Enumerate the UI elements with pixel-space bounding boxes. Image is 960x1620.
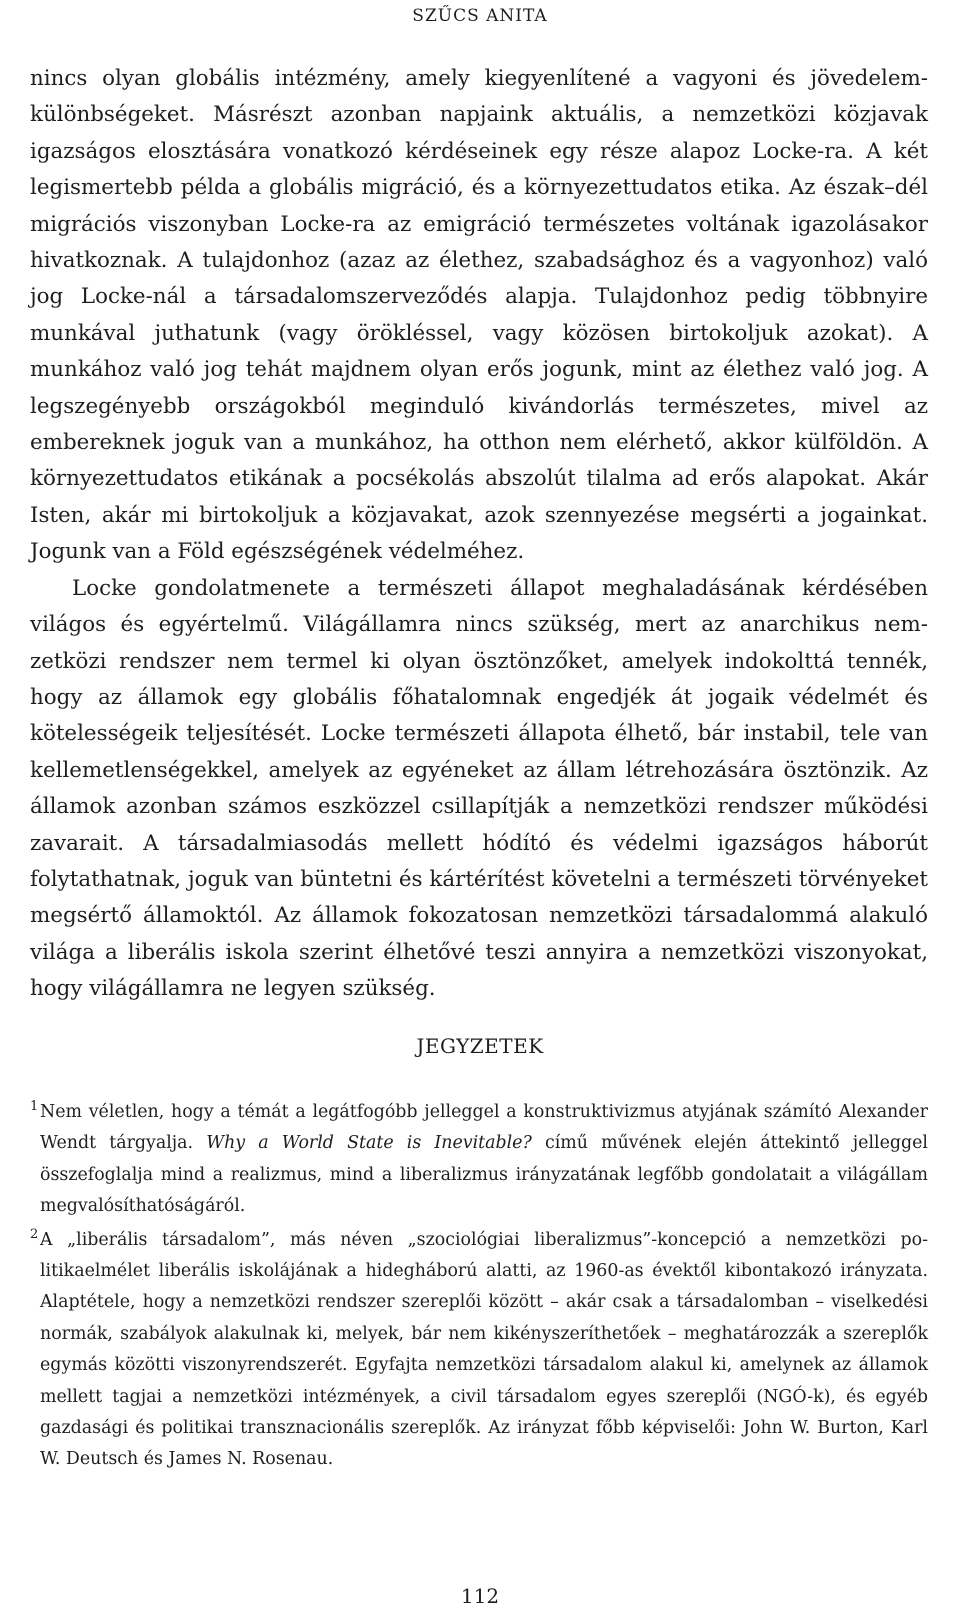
page-number: 112 xyxy=(460,1584,500,1608)
body-paragraph: nincs olyan globális intézmény, amely kiegyenlítené a vagyoni és jövedelemkülönbségeket. Másrészt azonban napjaink aktuális, a nemzetközi közjavak igazságos elosztására vonatkozó kérdéseinek egy része alapoz Locke-ra. A két legismertebb példa a globális migráció, és a környezettudatos etika. Az észak–dél migrációs viszonyban Locke-ra az emigráció természetes voltának igazolásakor hivatkoznak. A tulajdonhoz (azaz az élethez, szabadsághoz és a vagyonhoz) való jog Locke-nál a társadalomszerveződés alapja. Tulajdonhoz pedig többnyire munkával juthatunk (vagy örökléssel, vagy közösen birtokoljuk azokat). A munkához való jog tehát majdnem olyan erős jogunk, mint az élethez való jog. A legszegényebb országokból meginduló kivándorlás természetes, mivel az embereknek joguk van a munkához, ha otthon nem elérhető, akkor külföldön. A környezettudatos etikának a pocsékolás abszolút tilalma ad erős alapokat. Akár Isten, akár mi birtokoljuk a közjavakat, azok szennyezése megsérti a jogainkat. Jogunk van a Föld egészségének védelméhez. xyxy=(30,66,928,565)
footnote-number: 1 xyxy=(30,1099,39,1114)
footnote-text-part: című művének elején áttekintő jelleggel összefoglalja mind a realizmus, mind a liberalizmus irányzatának legfőbb gondolatait a világállam megvalósíthatóságáról. xyxy=(40,1133,928,1217)
footnote xyxy=(30,1097,928,1223)
main-text xyxy=(30,61,928,1008)
footnote-text: A „liberális társadalom”, más néven „szociológiai liberalizmus”-koncepció a nemzetközi politikaelmélet liberális iskolájának a hidegháború alatti, az 1960-as évektől kibontakozó irányzata. Alaptétele, hogy a nemzetközi rendszer szereplői között – akár csak a társadalomban – viselkedési normák, szabályok alakulnak ki, melyek, bár nem kikényszeríthetőek – meghatározzák a szereplők egymás közötti viszonyrendszerét. Egyfajta nemzetközi társadalom alakul ki, amelynek az államok mellett tagjai a nemzetközi intézmények, a civil társadalom egyes szereplői (NGÓ-k), és egyéb gazdasági és politikai transznacionális szereplők. Az irányzat főbb képviselői: John W. Burton, Karl W. Deutsch és James N. Rosenau. xyxy=(40,1229,928,1470)
body-paragraph: Locke gondolatmenete a természeti állapot meghaladásának kérdésében világos és egyértelmű. Világállamra nincs szükség, mert az anarchikus nemzetközi rendszer nem termel ki olyan ösztönzőket, amelyek indokolttá tennék, hogy az államok egy globális főhatalomnak engedjék át jogaik védelmét és kötelességeik teljesítését. Locke természeti állapota élhető, bár instabil, tele van kellemetlenségekkel, amelyek az egyéneket az állam létrehozására ösztönzik. Az államok azonban számos eszközzel csillapítják a nemzetközi rendszer működési zavarait. A társadalmiasodás mellett hódító és védelmi igazságos háborút folytathatnak, joguk van büntetni és kártérítést követelni a természeti törvényeket megsértő államoktól. Az államok fokozatosan nemzetközi társadalommá alakuló világa a liberális iskola szerint élhetővé teszi annyira a nemzetközi viszonyokat, hogy világállamra ne legyen szükség. xyxy=(30,575,928,1002)
footnote xyxy=(30,1225,928,1476)
running-head: SZŰCS ANITA xyxy=(412,6,548,26)
footnote-text-part: Nem véletlen, hogy a témát a legátfogóbb jelleggel a konstruktivizmus atyjának számító Alexander Wendt tárgyalja. xyxy=(40,1102,928,1154)
notes-heading: JEGYZETEK xyxy=(416,1034,544,1058)
footnote-book-title: Why a World State is Inevitable? xyxy=(206,1133,532,1154)
footnotes xyxy=(30,1097,928,1476)
footnote-number: 2 xyxy=(30,1226,39,1242)
footnote-text xyxy=(40,1097,928,1223)
